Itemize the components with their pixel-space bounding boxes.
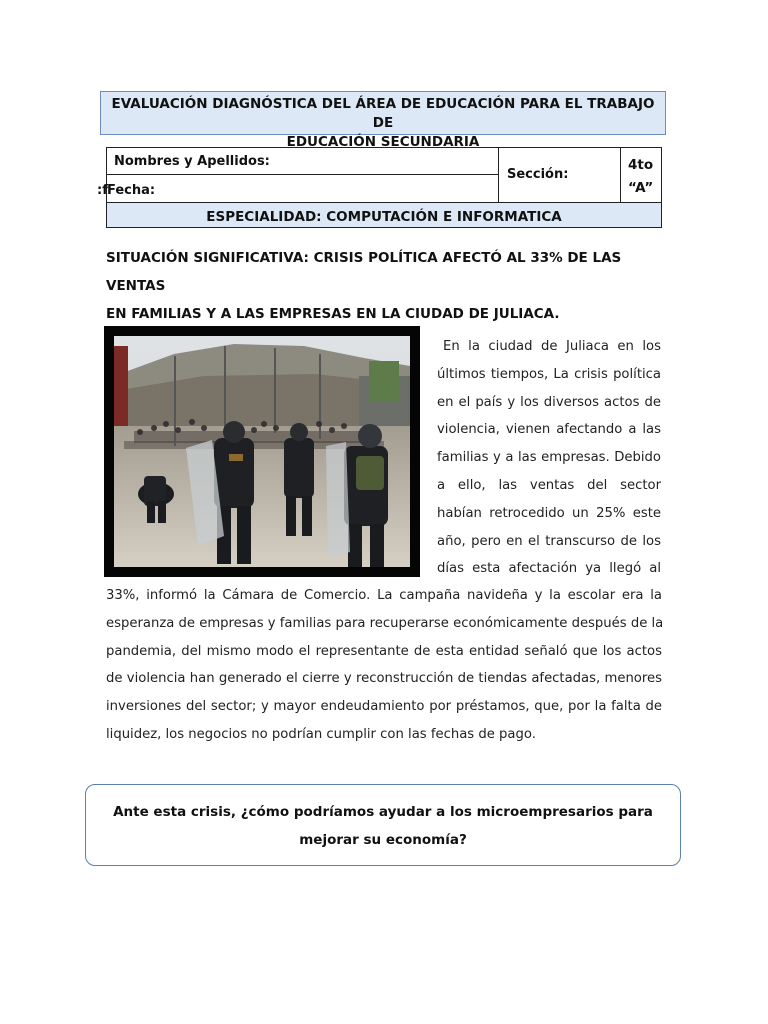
article-line: a ello, las ventas del sector xyxy=(437,477,661,493)
question-line1: Ante esta crisis, ¿cómo podríamos ayudar a los microempresarios para xyxy=(113,804,653,820)
article-line: habían retrocedido un 25% este xyxy=(437,505,661,521)
specialty-row: ESPECIALIDAD: COMPUTACIÓN E INFORMATICA xyxy=(107,202,661,227)
section-field[interactable] xyxy=(499,148,621,202)
article-text-right xyxy=(437,333,661,583)
name-label: Nombres y Apellidos: xyxy=(114,154,270,169)
grade-line1: 4to xyxy=(628,157,654,173)
student-info-table xyxy=(97,147,662,228)
question-line2: mejorar su economía? xyxy=(299,832,467,848)
article-line: liquidez, los negocios no podrían cumplir con las fechas de pago. xyxy=(106,726,536,742)
article-line: días esta afectación ya llegó al xyxy=(437,561,661,577)
date-field[interactable] xyxy=(97,175,499,202)
article-line: familias y a las empresas. Debido xyxy=(437,450,661,466)
article-line: inversiones del sector; y mayor endeudamiento por préstamos, que, por la falta de xyxy=(106,699,662,715)
situation-line2: EN FAMILIAS Y A LAS EMPRESAS EN LA CIUDAD DE JULIACA. xyxy=(106,306,560,322)
news-photo-frame xyxy=(104,326,420,577)
page-title-line2: EDUCACIÓN SECUNDARIA xyxy=(286,134,480,150)
question-box xyxy=(85,784,681,866)
article-text-full xyxy=(106,582,662,749)
page-title xyxy=(100,91,666,150)
article-line: 33%, informó la Cámara de Comercio. La campaña navideña y la escolar era la xyxy=(106,588,662,603)
news-photo xyxy=(114,336,410,567)
article-line: En la ciudad de Juliaca en los xyxy=(443,339,661,354)
name-field[interactable] xyxy=(107,148,499,175)
article-line: año, pero en el transcurso de los xyxy=(437,533,661,549)
date-label: Fecha: xyxy=(107,183,156,198)
article-line: pandemia, del mismo modo el representante de esta entidad señaló que los actos xyxy=(106,643,662,659)
article-line: últimos tiempos, La crisis política xyxy=(437,366,661,382)
article-line: esperanza de empresas y familias para recuperarse económicamente después de la xyxy=(106,615,664,631)
situation-line1: SITUACIÓN SIGNIFICATIVA: CRISIS POLÍTICA AFECTÓ AL 33% DE LAS VENTAS xyxy=(106,250,622,294)
article-line: en el país y los diversos actos de xyxy=(437,394,661,410)
section-label: Sección: xyxy=(507,167,569,182)
article-line: violencia, vienen afectando a las xyxy=(437,422,661,438)
date-prefix: :f xyxy=(97,183,108,198)
grade-cell xyxy=(621,148,661,202)
situation-heading xyxy=(106,244,662,328)
article-line: de violencia han generado el cierre y reconstrucción de tiendas afectadas, menores xyxy=(106,671,662,687)
page-title-line1: EVALUACIÓN DIAGNÓSTICA DEL ÁREA DE EDUCACIÓN PARA EL TRABAJO DE xyxy=(111,96,655,131)
grade-line2: “A” xyxy=(628,180,654,196)
